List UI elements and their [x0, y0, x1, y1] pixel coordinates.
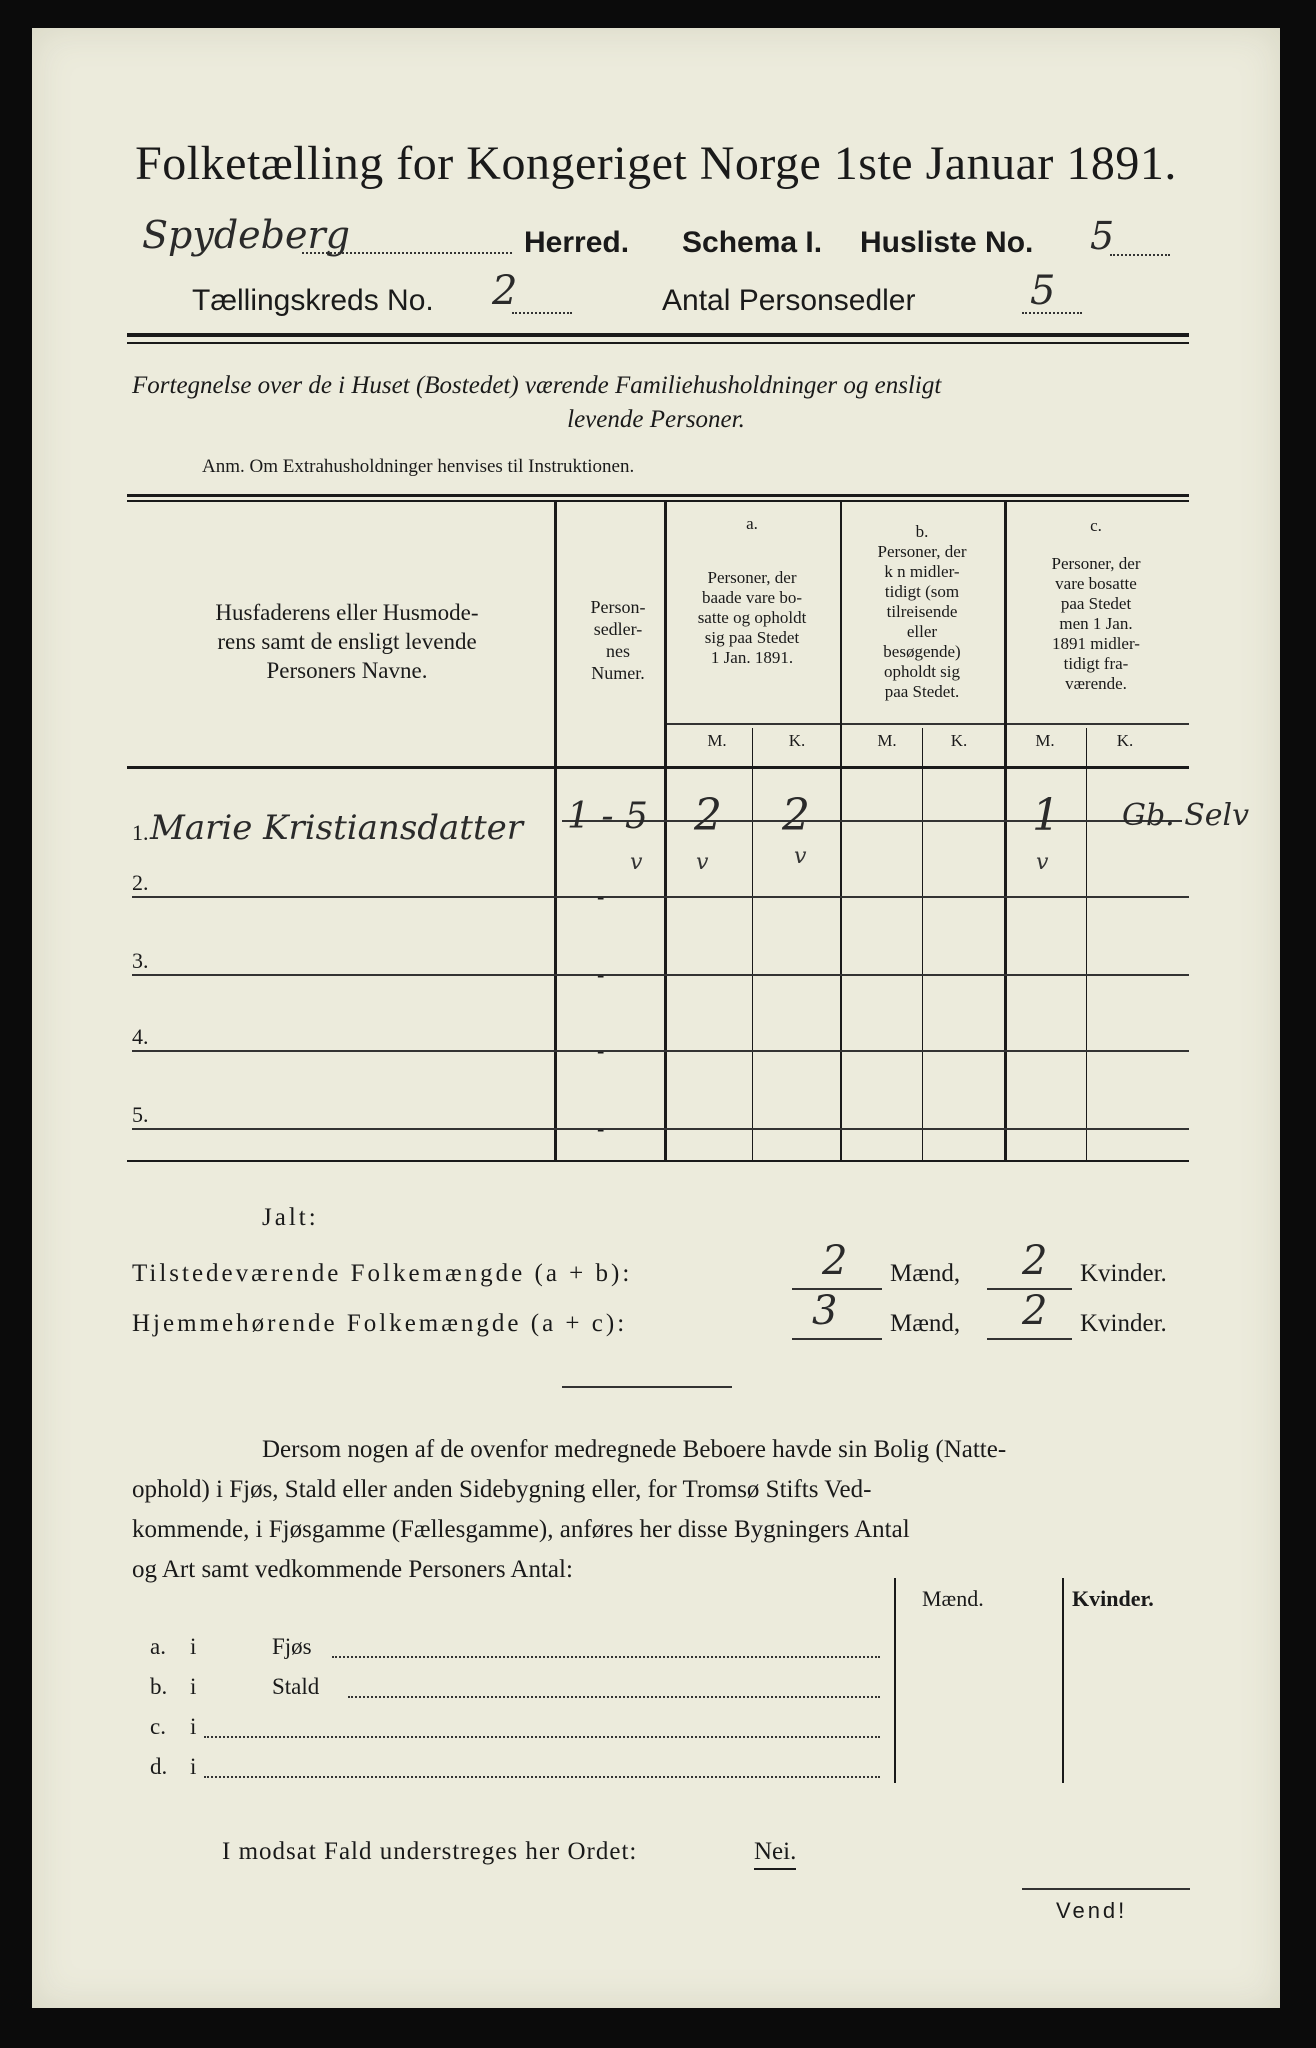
- row-2-sedler: -: [597, 884, 605, 909]
- col-header-b: Personer, der k n midler- tidigt (som tilreisende eller besøgende) opholdt sig paa Stedet.: [877, 542, 967, 701]
- antal-label: Antal Personsedler: [662, 284, 916, 317]
- hjemme-kvinder-value: 2: [1022, 1288, 1048, 1334]
- b-m-label: M.: [877, 731, 897, 750]
- col-header-name: Husfaderens eller Husmode- rens samt de ensligt levende Personers Navne.: [215, 600, 479, 683]
- row-number-3: 3.: [132, 948, 149, 973]
- col-header-b-letter: b.: [915, 522, 929, 541]
- anm-note: Anm. Om Extrahusholdninger henvises til Instruktionen.: [202, 456, 635, 477]
- col-header-c-letter: c.: [1090, 516, 1102, 535]
- row-line-2: [132, 896, 1189, 898]
- hjemme-maend-value: 3: [812, 1288, 838, 1334]
- row-1-sedler: 1 - 5: [567, 796, 648, 837]
- check-mark-c-m: v: [1036, 850, 1049, 875]
- row-4-sedler: -: [597, 1038, 605, 1063]
- building-row-b-label: Stald: [272, 1674, 320, 1699]
- check-mark-a-k: v: [794, 844, 807, 869]
- hjemme-maend-line: [792, 1338, 882, 1340]
- vline-c-mk: [1086, 728, 1087, 1160]
- vend-label: Vend!: [1056, 1898, 1128, 1923]
- row-3-sedler: -: [597, 962, 605, 987]
- building-row-d-letter: d.: [150, 1754, 168, 1779]
- vline-name-num: [554, 500, 557, 1160]
- antal-value: 5: [1030, 268, 1056, 314]
- modsat-label: I modsat Fald understreges her Ordet:: [222, 1838, 638, 1865]
- subheader-rule: [666, 723, 1189, 725]
- a-m-label: M.: [707, 731, 727, 750]
- row-1-name: Marie Kristiansdatter: [150, 808, 524, 848]
- row-number-2: 2.: [132, 870, 149, 895]
- hjemme-label: Hjemmehørende Folkemængde (a + c):: [132, 1310, 628, 1337]
- row-line-1-values: [562, 820, 1182, 822]
- antal-dots: [1022, 312, 1082, 314]
- check-mark-sedler: v: [630, 850, 643, 875]
- header-rule: [127, 333, 1189, 337]
- buildings-kvinder-header: Kvinder.: [1072, 1586, 1154, 1611]
- row-1-a-m: 2: [694, 790, 722, 841]
- totals-heading: Jalt:: [262, 1204, 319, 1231]
- table-header-rule: [127, 766, 1189, 769]
- building-row-b-letter: b.: [150, 1674, 168, 1699]
- a-k-label: K.: [788, 731, 806, 750]
- buildings-vline-2: [1062, 1578, 1064, 1783]
- row-number-5: 5.: [132, 1102, 149, 1127]
- table-top-rule-thin: [127, 500, 1189, 502]
- table-bottom-rule: [127, 1160, 1189, 1162]
- tilstede-kvinder-value: 2: [1022, 1238, 1048, 1284]
- schema-label: Schema I.: [682, 226, 823, 259]
- modsat-word: Nei.: [754, 1838, 796, 1870]
- buildings-maend-header: Mænd.: [922, 1586, 984, 1611]
- col-header-a: Personer, der baade vare bo- satte og opholdt sig paa Stedet 1 Jan. 1891.: [697, 568, 807, 667]
- c-k-label: K.: [1116, 731, 1134, 750]
- row-1-c-m: 1: [1032, 790, 1060, 841]
- row-line-4: [132, 1050, 1189, 1052]
- intro-line-1: Fortegnelse over de i Huset (Bostedet) værende Familiehusholdninger og ensligt: [132, 372, 942, 399]
- b-k-label: K.: [950, 731, 968, 750]
- hjemme-kvinder-label: Kvinder.: [1080, 1310, 1167, 1337]
- col-header-a-letter: a.: [746, 514, 758, 533]
- check-mark-a-m: v: [696, 850, 709, 875]
- hjemme-maend-label: Mænd,: [890, 1310, 961, 1337]
- row-line-3: [132, 974, 1189, 976]
- vline-num-a: [664, 500, 667, 1160]
- tilstede-maend-label: Mænd,: [890, 1260, 961, 1287]
- tilstede-kvinder-label: Kvinder.: [1080, 1260, 1167, 1287]
- building-row-a-i: i: [190, 1634, 197, 1659]
- vend-rule: [1022, 1888, 1190, 1890]
- row-line-5: [132, 1128, 1189, 1130]
- building-row-b-i: i: [190, 1674, 197, 1699]
- c-m-label: M.: [1035, 731, 1055, 750]
- husliste-dots: [1110, 254, 1170, 256]
- kreds-value: 2: [492, 268, 518, 314]
- row-1-a-k: 2: [782, 790, 810, 841]
- building-row-c-i: i: [190, 1714, 197, 1739]
- building-row-d-i: i: [190, 1754, 197, 1779]
- building-row-c-dots: [204, 1736, 880, 1738]
- section-divider: [562, 1386, 732, 1388]
- tilstede-maend-value: 2: [822, 1238, 848, 1284]
- vline-a-mk: [752, 728, 753, 1160]
- buildings-vline-1: [894, 1578, 896, 1783]
- kreds-dots: [512, 312, 572, 314]
- row-5-sedler: -: [597, 1116, 605, 1141]
- intro-line-2: levende Personer.: [567, 406, 745, 433]
- husliste-label: Husliste No.: [860, 226, 1034, 259]
- row-1-note: Gb. Selv: [1122, 798, 1250, 833]
- census-form-page: [32, 28, 1280, 2008]
- herred-label: Herred.: [524, 226, 630, 259]
- building-row-c-letter: c.: [150, 1714, 166, 1739]
- kreds-label: Tællingskreds No.: [192, 284, 434, 317]
- table-top-rule: [127, 494, 1189, 497]
- row-number-4: 4.: [132, 1024, 149, 1049]
- vline-b-mk: [922, 728, 923, 1160]
- col-header-num: Person- sedler- nes Numer.: [590, 597, 646, 683]
- building-row-a-letter: a.: [150, 1634, 166, 1659]
- header-rule-thin: [127, 342, 1189, 344]
- col-header-c: Personer, der vare bosatte paa Stedet men 1 Jan. 1891 midler- tidigt fra- værende.: [1051, 554, 1141, 693]
- building-row-d-dots: [204, 1776, 880, 1778]
- building-row-a-dots: [332, 1656, 880, 1658]
- row-number-1: 1.: [132, 820, 149, 845]
- buildings-paragraph: Dersom nogen af de ovenfor medregnede Beboere havde sin Bolig (Natte- ophold) i Fjøs, Stald eller anden Sidebygning eller, for Tromsø Stifts Ved- kommende, i Fjøsgamme (Fællesgamme), anføres her disse Bygningers Antal og Art samt vedkommende Personers Antal:: [132, 1436, 1007, 1583]
- building-row-a-label: Fjøs: [272, 1634, 312, 1659]
- herred-value: Spydeberg: [142, 213, 350, 257]
- form-title: Folketælling for Kongeriget Norge 1ste Januar 1891.: [135, 137, 1177, 190]
- tilstede-label: Tilstedeværende Folkemængde (a + b):: [132, 1260, 633, 1287]
- herred-dots: [302, 252, 512, 254]
- hjemme-kvinder-line: [987, 1338, 1072, 1340]
- building-row-b-dots: [348, 1696, 880, 1698]
- vline-a-b: [840, 500, 842, 1160]
- vline-b-c: [1004, 500, 1007, 1160]
- husliste-value: 5: [1090, 214, 1115, 258]
